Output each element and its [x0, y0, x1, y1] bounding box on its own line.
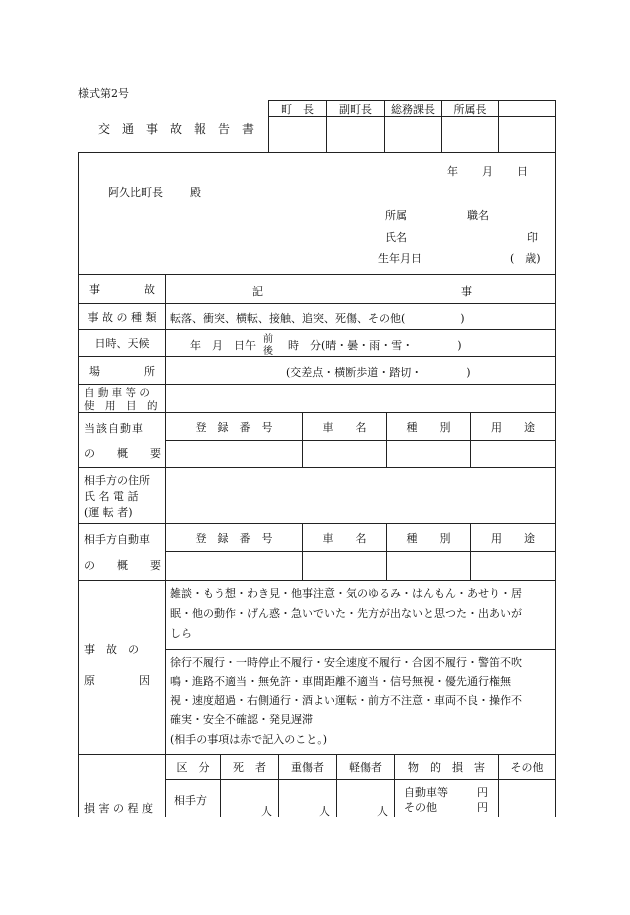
accident-type-label: 事 故 の 種 類 [87, 310, 157, 324]
other-vehicle-col-name: 車 名 [322, 531, 367, 545]
approval-stamp-box-mayor[interactable] [269, 117, 326, 152]
cause-note: (相手の事項は赤で記入のこと。) [170, 733, 328, 746]
datetime-date[interactable]: 年 月 日午 [190, 339, 256, 352]
other-vehicle-registration-field[interactable] [166, 552, 302, 580]
own-vehicle-name-field[interactable] [303, 441, 386, 467]
own-vehicle-type-field[interactable] [387, 441, 470, 467]
cause-line: 鳴・進路不適当・無免許・車間距離不適当・信号無視・優先通行権無 [170, 675, 511, 688]
damage-other-field[interactable] [499, 780, 555, 817]
approval-stamp-box-deputy[interactable] [327, 117, 384, 152]
cause-line: 確実・安全不確認・発見遅滞 [170, 713, 313, 726]
damage-property-vehicle: 自動車等 [404, 786, 448, 799]
job-title-label: 職名 [467, 209, 489, 222]
datetime-weather-label: 日時、天候 [94, 337, 150, 350]
other-vehicle-use-field[interactable] [471, 552, 555, 580]
addressee: 阿久比町長 [108, 186, 163, 199]
date-day: 日 [517, 165, 528, 178]
document-title: 交 通 事 故 報 告 書 [98, 122, 255, 136]
damage-label: 損 害 の 程 度 [84, 802, 153, 815]
record-label-1: 記 [252, 285, 263, 298]
damage-col-minor: 軽傷者 [349, 761, 382, 774]
accident-type-options[interactable]: 転落、衝突、横転、接触、追突、死傷、その他( ) [170, 312, 465, 325]
record-label-2: 事 [461, 285, 472, 298]
damage-col-serious: 重傷者 [291, 761, 324, 774]
approval-mayor: 町 長 [281, 102, 314, 116]
other-vehicle-col-registration: 登 録 番 号 [195, 531, 273, 545]
honorific: 殿 [190, 186, 201, 199]
approval-stamp-box-general[interactable] [385, 117, 441, 152]
age-label: ( 歳) [510, 252, 541, 265]
purpose-label-line1: 自 動 車 等 の [84, 387, 150, 399]
approval-stamp-box-dept[interactable] [442, 117, 498, 152]
place-options[interactable]: (交差点・横断歩道・踏切・ ) [286, 366, 471, 379]
approval-general-affairs: 総務課長 [391, 102, 435, 116]
own-vehicle-label-line1: 当該自動車 [84, 422, 144, 435]
other-party-label-line2: 氏 名 電 話 [84, 490, 139, 503]
date-year: 年 [447, 165, 458, 178]
cause-line: 徐行不履行・一時停止不履行・安全速度不履行・合図不履行・警笛不吹 [170, 656, 522, 669]
own-vehicle-registration-field[interactable] [166, 441, 302, 467]
approval-dept-head: 所属長 [453, 102, 487, 116]
form-label: 様式第2号 [78, 87, 129, 100]
damage-property-other-yen[interactable]: 円 [477, 801, 488, 814]
other-vehicle-name-field[interactable] [303, 552, 386, 580]
birthdate-label: 生年月日 [378, 252, 422, 265]
damage-property-vehicle-yen[interactable]: 円 [477, 786, 488, 799]
purpose-label-line2: 使 用 目 的 [84, 400, 158, 412]
damage-row-label: 相手方 [174, 794, 207, 807]
damage-serious-unit[interactable]: 人 [319, 805, 330, 818]
other-vehicle-label-line1: 相手方自動車 [84, 533, 150, 546]
approval-deputy-mayor: 副町長 [339, 102, 372, 116]
own-vehicle-col-use: 用 途 [491, 420, 535, 434]
damage-col-other: その他 [510, 761, 544, 774]
seal-mark: 印 [527, 231, 538, 244]
own-vehicle-label-line2: の 概 要 [84, 447, 161, 460]
date-month: 月 [482, 165, 493, 178]
name-label: 氏名 [385, 231, 407, 244]
cause-line: しら [170, 627, 192, 640]
damage-col-property: 物 的 損 害 [408, 761, 485, 774]
own-vehicle-col-type: 種 別 [406, 420, 451, 434]
damage-col-category: 区 分 [176, 761, 210, 774]
other-vehicle-type-field[interactable] [387, 552, 470, 580]
place-label: 場 所 [89, 364, 155, 378]
own-vehicle-col-registration: 登 録 番 号 [195, 420, 273, 434]
incident-label: 事 故 [89, 283, 155, 296]
datetime-am[interactable]: 前 [263, 334, 273, 345]
cause-line: 雑談・もう想・わき見・他事注意・気のゆるみ・はんもん・あせり・居 [170, 587, 522, 600]
affiliation-label: 所属 [385, 209, 407, 222]
damage-col-deaths: 死 者 [233, 761, 266, 774]
purpose-field[interactable] [166, 385, 555, 412]
cause-label-line1: 事 故 の [84, 643, 139, 656]
own-vehicle-use-field[interactable] [471, 441, 555, 467]
damage-property-other: その他 [404, 801, 437, 814]
other-party-field[interactable] [166, 468, 555, 523]
datetime-time-weather[interactable]: 時 分(晴・曇・雨・雪・ ) [288, 339, 462, 352]
cause-label-line2: 原 因 [84, 674, 150, 687]
other-party-label-line3: (運 転 者) [84, 506, 133, 519]
datetime-pm[interactable]: 後 [263, 346, 273, 357]
cause-line: 視・速度超過・右側通行・酒よい運転・前方不注意・車両不良・操作不 [170, 694, 522, 707]
own-vehicle-col-name: 車 名 [322, 420, 367, 434]
other-vehicle-label-line2: の 概 要 [84, 559, 161, 572]
damage-deaths-unit[interactable]: 人 [261, 805, 272, 818]
other-party-label-line1: 相手方の住所 [84, 474, 150, 487]
cause-line: 眠・他の動作・げん惑・急いでいた・先方が出ないと思つた・出あいが [170, 607, 522, 620]
other-vehicle-col-use: 用 途 [491, 531, 535, 545]
other-vehicle-col-type: 種 別 [406, 531, 451, 545]
damage-minor-unit[interactable]: 人 [377, 805, 388, 818]
